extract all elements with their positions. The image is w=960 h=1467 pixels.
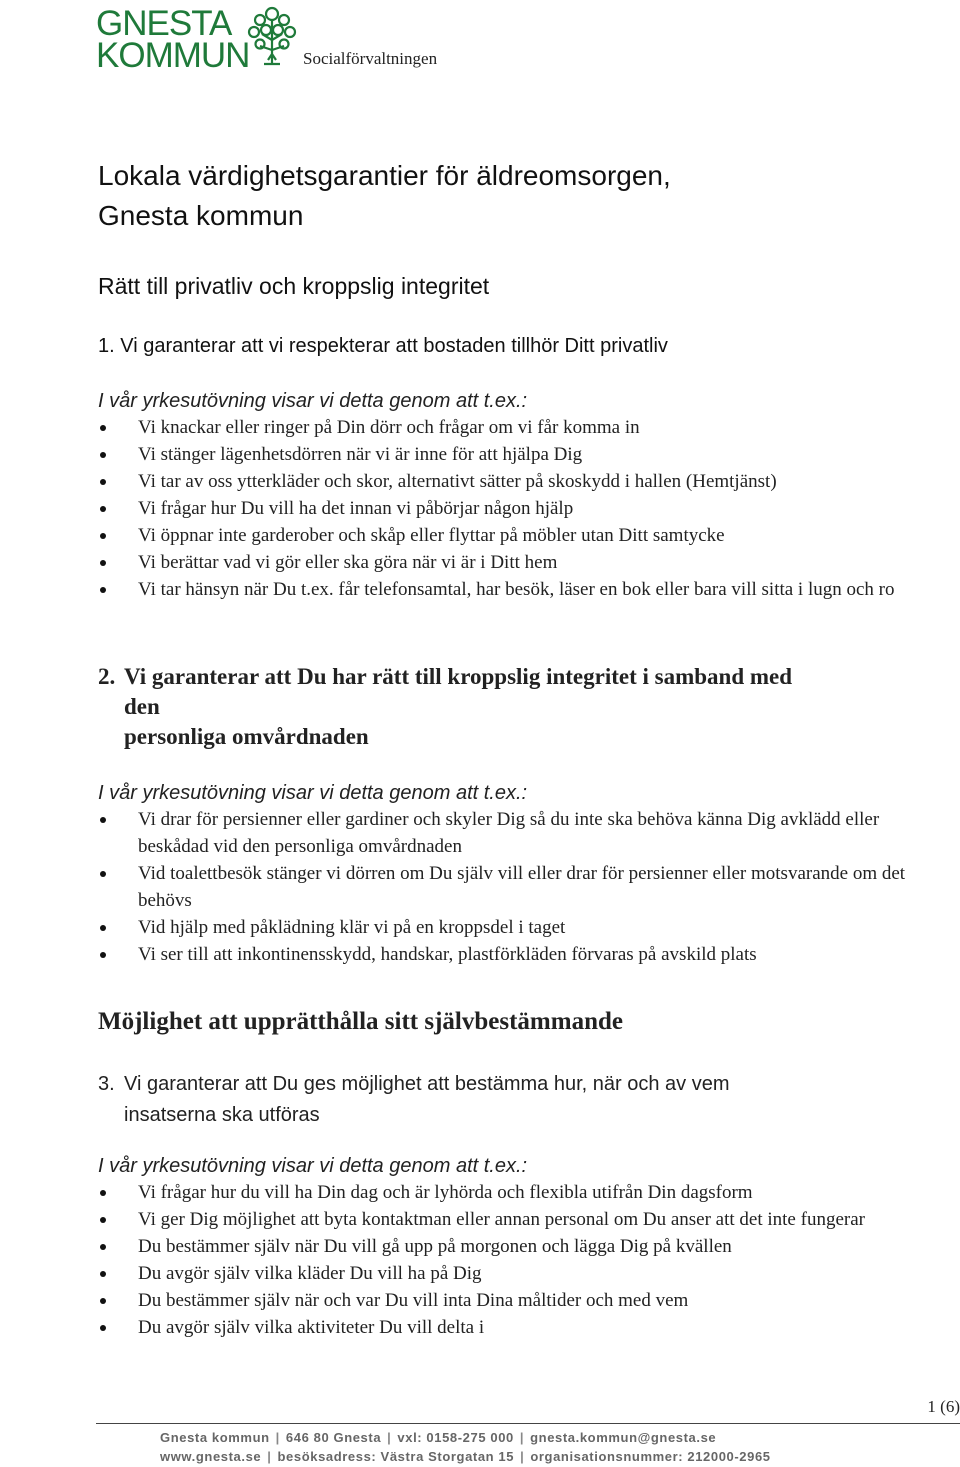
guarantee-2-block (98, 782, 928, 968)
section-heading: Möjlighet att upprätthålla sitt självbestämmande (98, 1008, 623, 1035)
guarantee-2-line-2: den (124, 694, 160, 719)
page-number: 1 (6) (927, 1397, 960, 1416)
title-line-2: Gnesta kommun (98, 200, 304, 231)
list-item: Vi frågar hur Du vill ha det innan vi påbörjar någon hjälp (98, 495, 938, 522)
list-item: Vid hjälp med påklädning klär vi på en kroppsdel i taget (98, 914, 928, 941)
list-item: Vi ger Dig möjlighet att byta kontaktman eller annan personal om Du anser att det inte fungerar (98, 1206, 928, 1233)
list-item: Vi ser till att inkontinensskydd, handskar, plastförkläden förvaras på avskild plats (98, 941, 928, 968)
guarantee-number: 3. (98, 1073, 115, 1095)
footer-line-2: www.gnesta.se | besöksadress: Västra Storgatan 15 | organisationsnummer: 212000-2965 (160, 1449, 771, 1464)
list-item: Vi tar av oss ytterkläder och skor, alternativt sätter på skoskydd i hallen (Hemtjänst) (98, 468, 938, 495)
guarantee-2-heading (98, 662, 928, 752)
guarantee-3-line-1: Vi garanterar att Du ges möjlighet att bestämma hur, när och av vem (124, 1073, 730, 1095)
intro-text: I vår yrkesutövning visar vi detta genom att t.ex.: (98, 1155, 528, 1177)
footer-web: www.gnesta.se (160, 1449, 262, 1464)
guarantee-2-line-3: personliga omvårdnaden (124, 724, 369, 749)
footer-email: gnesta.kommun@gnesta.se (530, 1430, 717, 1445)
subheading: Rätt till privatliv och kroppslig integritet (98, 273, 490, 299)
guarantee-1-list (98, 414, 938, 603)
list-item: Vi stänger lägenhetsdörren när vi är inne för att hjälpa Dig (98, 441, 938, 468)
list-item: Vid toalettbesök stänger vi dörren om Du själv vill eller drar för persienner eller motsvarande om det behövs (98, 860, 908, 914)
footer-address: 646 80 Gnesta (285, 1430, 382, 1445)
gnesta-kommun-logo (96, 4, 296, 75)
title-line-1: Lokala värdighetsgarantier för äldreomsorgen, (98, 160, 671, 191)
logo-text-kommun: KOMMUN (96, 36, 250, 75)
guarantee-2-list (98, 806, 928, 968)
guarantee-number: 2. (98, 664, 116, 689)
guarantee-2-line-1: Vi garanterar att Du har rätt till kroppslig integritet i samband med (124, 664, 793, 689)
list-item: Du bestämmer själv när Du vill gå upp på morgonen och lägga Dig på kvällen (98, 1233, 928, 1260)
tree-logo-icon (246, 4, 298, 70)
list-item: Vi tar hänsyn när Du t.ex. får telefonsamtal, har besök, läser en bok eller bara vill sitta i lugn och ro (98, 576, 898, 603)
list-item: Du avgör själv vilka aktiviteter Du vill delta i (98, 1314, 928, 1341)
list-item: Vi drar för persienner eller gardiner och skyler Dig så du inte ska behöva känna Dig avklädd eller beskådad vid den personliga omvårdnaden (98, 806, 928, 860)
list-item: Vi frågar hur du vill ha Din dag och är lyhörda och flexibla utifrån Din dagsform (98, 1179, 928, 1206)
footer-divider (96, 1423, 960, 1424)
department-name: Socialförvaltningen (303, 49, 438, 68)
guarantee-3-block (98, 1155, 928, 1341)
list-item: Vi öppnar inte garderober och skåp eller flyttar på möbler utan Ditt samtycke (98, 522, 938, 549)
guarantee-1-heading: 1. Vi garanterar att vi respekterar att bostaden tillhör Ditt privatliv (98, 335, 668, 357)
guarantee-1-block (98, 390, 938, 603)
guarantee-3-line-2: insatserna ska utföras (124, 1104, 320, 1126)
footer-phone: vxl: 0158-275 000 (397, 1430, 514, 1445)
list-item: Du avgör själv vilka kläder Du vill ha på Dig (98, 1260, 928, 1287)
intro-text: I vår yrkesutövning visar vi detta genom att t.ex.: (98, 782, 528, 804)
guarantee-3-heading (98, 1069, 928, 1131)
page-title (98, 156, 671, 236)
footer-org-number: organisationsnummer: 212000-2965 (530, 1449, 771, 1464)
guarantee-3-list (98, 1179, 928, 1341)
intro-text: I vår yrkesutövning visar vi detta genom att t.ex.: (98, 390, 528, 412)
list-item: Vi berättar vad vi gör eller ska göra när vi är i Ditt hem (98, 549, 938, 576)
footer-visit-address: besöksadress: Västra Storgatan 15 (277, 1449, 515, 1464)
list-item: Vi knackar eller ringer på Din dörr och frågar om vi får komma in (98, 414, 938, 441)
list-item: Du bestämmer själv när och var Du vill inta Dina måltider och med vem (98, 1287, 928, 1314)
footer-line-1: Gnesta kommun | 646 80 Gnesta | vxl: 0158-275 000 | gnesta.kommun@gnesta.se (160, 1430, 717, 1445)
footer-org: Gnesta kommun (160, 1430, 270, 1445)
logo-text-gnesta: GNESTA (96, 4, 232, 43)
